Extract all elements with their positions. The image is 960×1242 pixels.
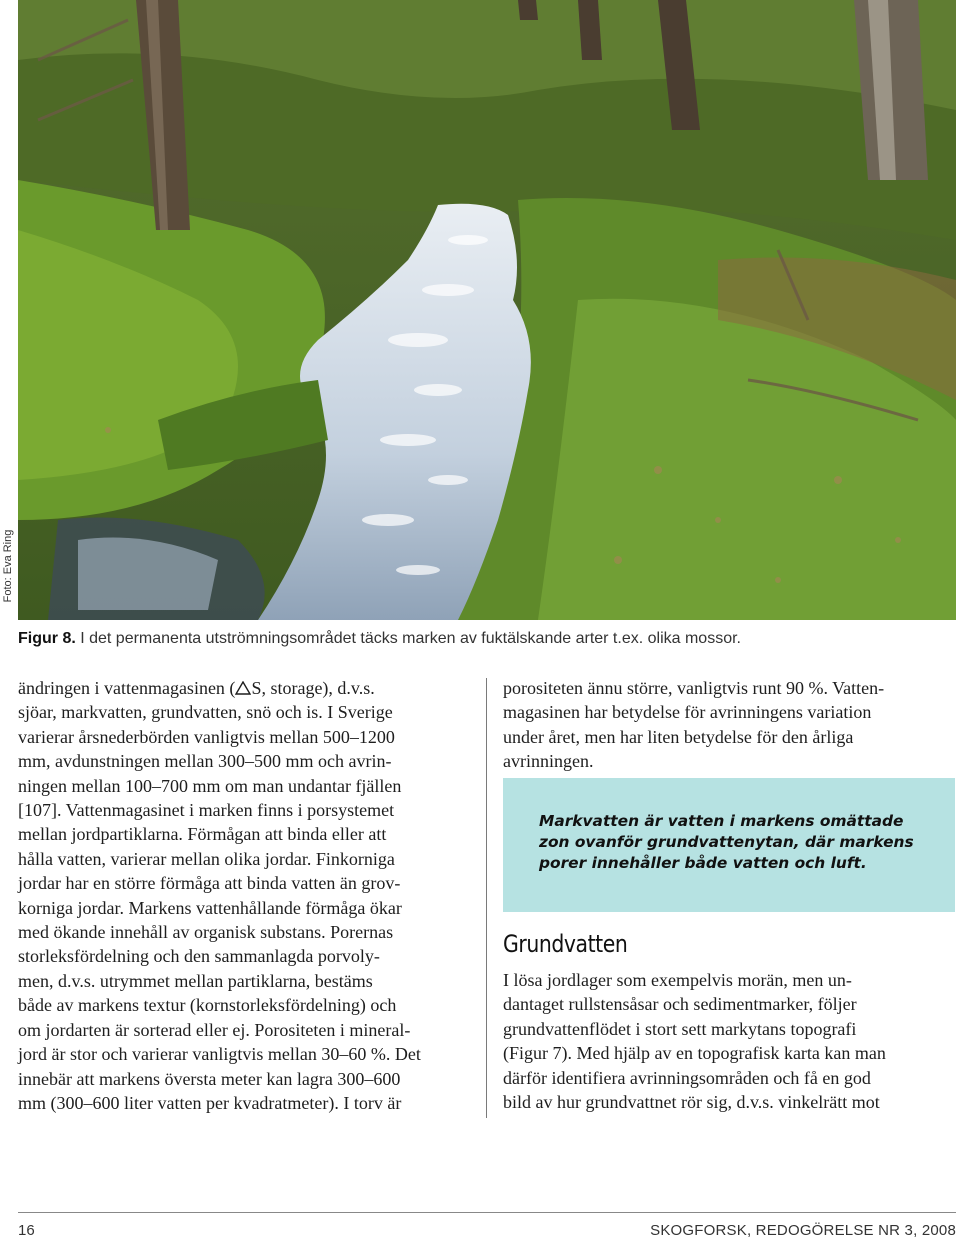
text-line: innebär att markens översta meter kan lagra 300–600	[18, 1068, 401, 1089]
text-line: sjöar, markvatten, grundvatten, snö och is. I Sverige	[18, 702, 393, 723]
right-text-column-bottom	[503, 968, 953, 1114]
page-number: 16	[18, 1222, 35, 1239]
definition-callout-box	[503, 778, 955, 912]
text-line: varierar årsnederbörden vanligtvis mellan 500–1200	[18, 726, 395, 747]
forest-stream-illustration	[18, 0, 956, 620]
text-line: magasinen har betydelse för avrinningens variation	[503, 702, 872, 723]
column-divider	[486, 678, 487, 1118]
text-line: korniga jordar. Markens vattenhållande förmåga ökar	[18, 897, 402, 918]
text-line: jordar har en större förmåga att binda vatten än grov-	[18, 873, 401, 894]
text-line: därför identifiera avrinningsområden och få en god	[503, 1067, 871, 1088]
delta-triangle-icon	[235, 681, 251, 695]
text-line: storleksfördelning och den sammanlagda porvoly-	[18, 946, 380, 967]
report-name: SKOGFORSK, REDOGÖRELSE NR 3, 2008	[650, 1222, 956, 1239]
text-line: mm, avdunstningen mellan 300–500 mm och avrin-	[18, 751, 392, 772]
text-line: [107]. Vattenmagasinet i marken finns i porsystemet	[18, 800, 395, 821]
left-text-column	[18, 676, 468, 1115]
text-line: både av markens textur (kornstorleksfördelning) och	[18, 995, 397, 1016]
figure-label: Figur 8.	[18, 630, 76, 647]
text-line: ningen mellan 100–700 mm om man undantar fjällen	[18, 775, 402, 796]
text-line: om jordarten är sorterad eller ej. Porositeten i mineral-	[18, 1019, 411, 1040]
section-heading: Grundvatten	[503, 930, 628, 958]
text-line: under året, men har liten betydelse för den årliga	[503, 726, 854, 747]
right-paragraph-bottom	[503, 968, 953, 1114]
text-line: men, d.v.s. utrymmet mellan partiklarna, bestäms	[18, 970, 373, 991]
photo-credit: Foto: Eva Ring	[2, 529, 14, 603]
callout-line: Markvatten är vatten i markens omättade	[539, 812, 904, 830]
text-line: med ökande innehåll av organisk substans. Porernas	[18, 922, 394, 943]
text-line: (Figur 7). Med hjälp av en topografisk karta kan man	[503, 1043, 886, 1064]
callout-text	[539, 811, 939, 874]
text-line-end: S, storage), d.v.s.	[251, 678, 375, 698]
text-line-start: ändringen i vattenmagasinen (	[18, 678, 236, 698]
text-line: porositeten ännu större, vanligtvis runt 90 %. Vatten-	[503, 678, 885, 698]
text-line: mellan jordpartiklarna. Förmågan att binda eller att	[18, 824, 387, 845]
text-line: bild av hur grundvattnet rör sig, d.v.s. vinkelrätt mot	[503, 1092, 880, 1113]
text-line: jord är stor och varierar vanligtvis mellan 30–60 %. Det	[18, 1044, 421, 1065]
footer-rule	[18, 1212, 956, 1213]
text-line: grundvattenflödet i stort sett markytans topografi	[503, 1018, 857, 1039]
forest-stream-photo	[18, 0, 956, 620]
callout-line: porer innehåller både vatten och luft.	[539, 854, 867, 872]
text-line: dantaget rullstensåsar och sedimentmarker, följer	[503, 994, 857, 1015]
right-text-column-top	[503, 676, 953, 774]
right-paragraph-top	[503, 676, 953, 774]
callout-line: zon ovanför grundvattenytan, där markens	[539, 833, 914, 851]
figure-caption	[18, 630, 948, 648]
text-line: mm (300–600 liter vatten per kvadratmeter). I torv är	[18, 1092, 402, 1113]
text-line	[18, 676, 468, 700]
text-line: hålla vatten, varierar mellan olika jordar. Finkorniga	[18, 848, 395, 869]
figure-caption-text: I det permanenta utströmningsområdet täcks marken av fuktälskande arter t.ex. olika mossor.	[75, 630, 741, 647]
text-line: I lösa jordlager som exempelvis morän, men un-	[503, 970, 852, 990]
text-line: avrinningen.	[503, 751, 594, 772]
left-paragraph	[18, 676, 468, 1115]
